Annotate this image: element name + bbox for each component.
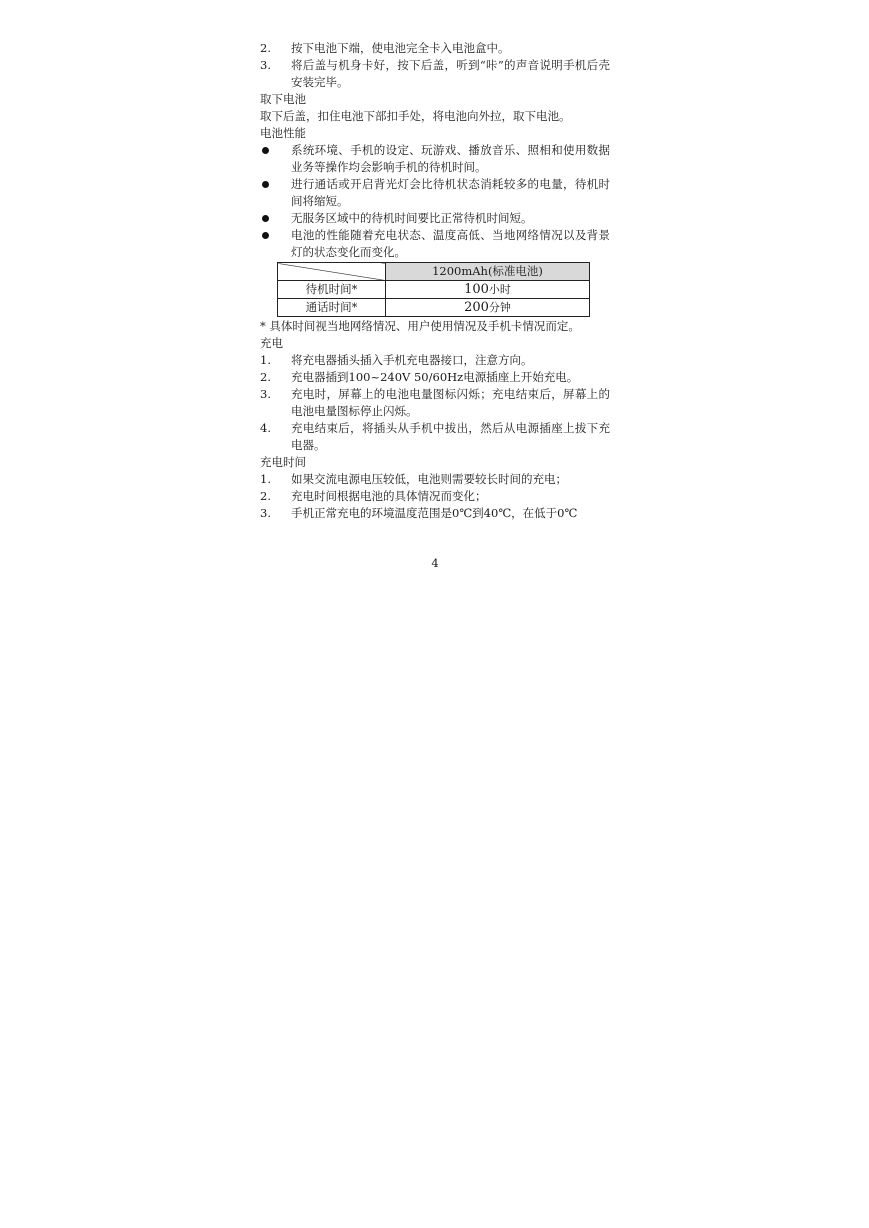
item-number: 1. bbox=[260, 353, 271, 367]
bullet-icon bbox=[262, 147, 269, 154]
item-text: 如果交流电源电压较低，电池则需要较长时间的充电； bbox=[291, 472, 567, 486]
battery-spec-table bbox=[277, 262, 590, 317]
item-text: 充电时间根据电池的具体情况而变化； bbox=[291, 489, 487, 503]
list-item bbox=[260, 386, 610, 420]
item-text: 充电结束后，将插头从手机中拔出，然后从电源插座上拔下充电器。 bbox=[291, 421, 610, 452]
table-header-row bbox=[278, 263, 590, 281]
table-row bbox=[278, 281, 590, 299]
bullet-icon bbox=[262, 232, 269, 239]
page-number: 4 bbox=[431, 556, 439, 570]
bullet-item bbox=[260, 210, 610, 227]
bullet-item bbox=[260, 176, 610, 210]
list-item bbox=[260, 352, 610, 369]
row-value-cell bbox=[386, 281, 590, 299]
section-heading-remove-battery: 取下电池 bbox=[260, 92, 306, 106]
row-unit: 分钟 bbox=[488, 301, 511, 314]
bullet-icon bbox=[262, 215, 269, 222]
list-item bbox=[260, 369, 610, 386]
capacity-header: 1200mAh(标准电池) bbox=[386, 263, 590, 281]
row-label: 待机时间* bbox=[278, 281, 386, 299]
item-number: 3. bbox=[260, 387, 271, 401]
list-item bbox=[260, 488, 610, 505]
bullet-icon bbox=[262, 181, 269, 188]
manual-page bbox=[260, 40, 610, 522]
item-number: 3. bbox=[260, 506, 271, 520]
list-item bbox=[260, 471, 610, 488]
bullet-text: 系统环境、手机的设定、玩游戏、播放音乐、照相和使用数据业务等操作均会影响手机的待机时间。 bbox=[291, 143, 610, 174]
list-item bbox=[260, 420, 610, 454]
list-item bbox=[260, 57, 610, 91]
item-number: 2. bbox=[260, 370, 271, 384]
bullet-text: 进行通话或开启背光灯会比待机状态消耗较多的电量，待机时间将缩短。 bbox=[291, 177, 610, 208]
list-item bbox=[260, 40, 610, 57]
item-text: 按下电池下端，使电池完全卡入电池盒中。 bbox=[291, 41, 510, 55]
footnote: * 具体时间视当地网络情况、用户使用情况及手机卡情况而定。 bbox=[260, 319, 580, 333]
row-value-cell bbox=[386, 299, 590, 317]
item-number: 4. bbox=[260, 421, 271, 435]
item-text: 充电器插到100~240V 50/60Hz电源插座上开始充电。 bbox=[291, 370, 579, 384]
item-number: 3. bbox=[260, 58, 271, 72]
table-row bbox=[278, 299, 590, 317]
item-number: 1. bbox=[260, 472, 271, 486]
item-text: 手机正常充电的环境温度范围是0℃到40℃，在低于0℃ bbox=[291, 506, 578, 520]
row-label: 通话时间* bbox=[278, 299, 386, 317]
bullet-text: 无服务区域中的待机时间要比正常待机时间短。 bbox=[291, 211, 533, 225]
remove-battery-text: 取下后盖，扣住电池下部扣手处，将电池向外拉，取下电池。 bbox=[260, 109, 571, 123]
diagonal-corner-cell bbox=[278, 263, 386, 281]
item-number: 2. bbox=[260, 489, 271, 503]
row-unit: 小时 bbox=[488, 283, 511, 296]
section-heading-charging: 充电 bbox=[260, 336, 283, 350]
row-value: 100 bbox=[464, 282, 489, 297]
section-heading-battery-performance: 电池性能 bbox=[260, 126, 306, 140]
row-value: 200 bbox=[464, 300, 489, 315]
item-text: 将后盖与机身卡好，按下后盖，听到“咔”的声音说明手机后壳安装完毕。 bbox=[291, 58, 610, 89]
item-number: 2. bbox=[260, 41, 271, 55]
section-heading-charging-time: 充电时间 bbox=[260, 455, 306, 469]
item-text: 充电时，屏幕上的电池电量图标闪烁；充电结束后，屏幕上的电池电量图标停止闪烁。 bbox=[291, 387, 610, 418]
bullet-item bbox=[260, 142, 610, 176]
bullet-text: 电池的性能随着充电状态、温度高低、当地网络情况以及背景灯的状态变化而变化。 bbox=[291, 228, 610, 259]
item-text: 将充电器插头插入手机充电器接口，注意方向。 bbox=[291, 353, 533, 367]
list-item bbox=[260, 505, 610, 522]
bullet-item bbox=[260, 227, 610, 261]
